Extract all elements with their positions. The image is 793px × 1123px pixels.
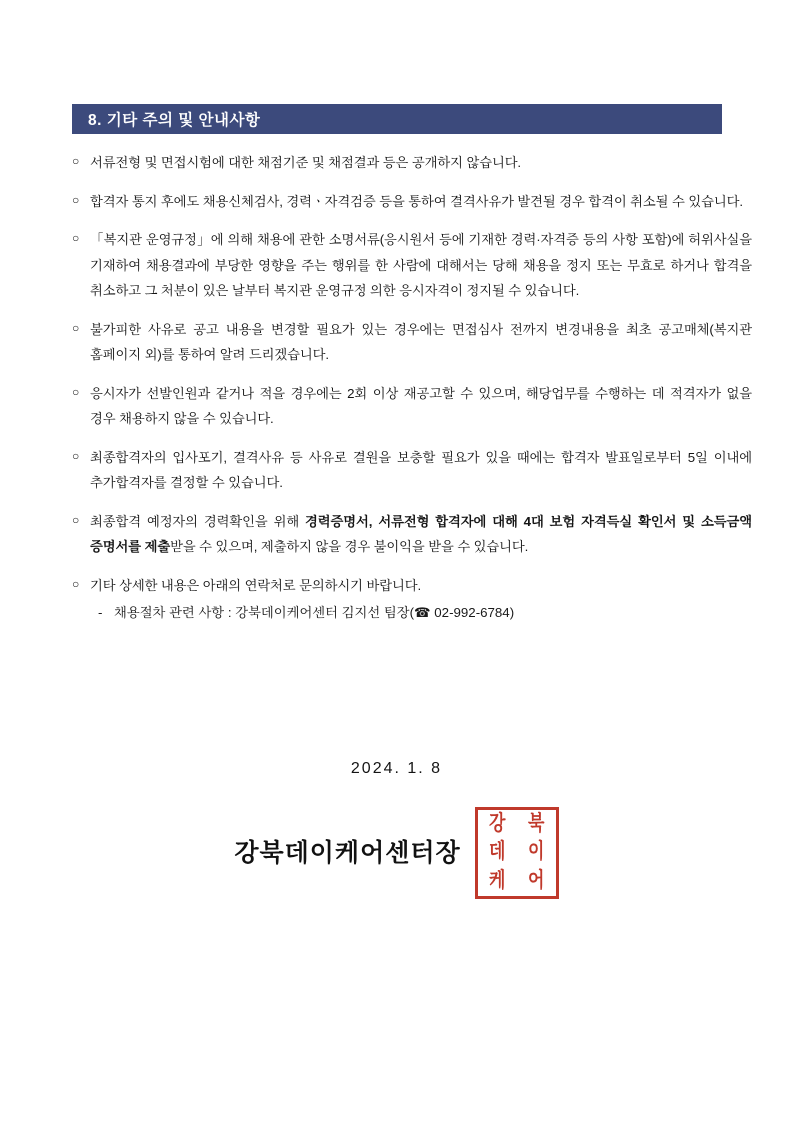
list-item — [72, 227, 752, 304]
bullet-icon: ○ — [72, 576, 80, 591]
list-item — [72, 189, 752, 215]
bullet-icon: ○ — [72, 512, 80, 527]
dash-icon: - — [98, 605, 103, 621]
seal-char: 어 — [527, 868, 545, 894]
list-item-text: 기타 상세한 내용은 아래의 연락처로 문의하시기 바랍니다. — [90, 577, 422, 593]
bullet-icon: ○ — [72, 231, 80, 246]
bullet-icon: ○ — [72, 384, 80, 399]
list-item — [72, 445, 752, 496]
list-item-text: 응시자가 선발인원과 같거나 적을 경우에는 2회 이상 재공고할 수 있으며, 해당업무를 수행하는 데 적격자가 없을 경우 채용하지 않을 수 있습니다. — [90, 385, 752, 427]
list-item-text: 서류전형 및 면접시험에 대한 채점기준 및 채점결과 등은 공개하지 않습니다. — [90, 155, 522, 170]
seal-char: 이 — [527, 839, 545, 865]
seal-char: 북 — [527, 811, 545, 837]
list-item-text: 합격자 통지 후에도 채용신체검사, 경력ㆍ자격검증 등을 통하여 결격사유가 발견될 경우 합격이 취소될 수 있습니다. — [90, 193, 743, 209]
list-item-text: 「복지관 운영규정」에 의해 채용에 관한 소명서류(응시원서 등에 기재한 경력·자격증 등의 사항 포함)에 허위사실을 기재하여 채용결과에 부당한 영향을 주는 행위를 한 사람에 대해서는 당해 채용을 정지 또는 무효로 하거나 합격을 취소하고 그 처분이 있은 날부터 복지관 운영규정 의한 응시자격이 정지될 수 있습니다. — [90, 232, 752, 299]
text-before: 최종합격 예정자의 경력확인을 위해 — [90, 513, 306, 529]
list-item-text — [90, 509, 752, 560]
contact-text: 채용절차 관련 사항 : 강북데이케어센터 김지선 팀장(☎ 02-992-6784) — [114, 605, 515, 621]
list-item — [72, 573, 752, 599]
section-header: 8. 기타 주의 및 안내사항 — [72, 104, 722, 134]
seal-char: 데 — [488, 839, 506, 865]
list-item — [72, 150, 752, 176]
bullet-icon: ○ — [72, 448, 80, 463]
list-item — [72, 381, 752, 432]
contact-item — [98, 600, 752, 625]
bullet-icon: ○ — [72, 192, 80, 207]
text-bold: 경력증명서, 서류전형 합격자에 대해 4대 보험 자격득실 확인서 및 소득금액 증명서를 제출 — [90, 513, 752, 555]
notice-list — [72, 150, 752, 635]
bullet-icon: ○ — [72, 320, 80, 335]
list-item-text: 불가피한 사유로 공고 내용을 변경할 필요가 있는 경우에는 면접심사 전까지 변경내용을 최초 공고매체(복지관 홈페이지 외)를 통하여 알려 드리겠습니다. — [90, 321, 752, 363]
list-item-text: 최종합격자의 입사포기, 결격사유 등 사유로 결원을 보충할 필요가 있을 때에는 합격자 발표일로부터 5일 이내에 추가합격자를 결정할 수 있습니다. — [90, 449, 752, 491]
signature-date: 2024. 1. 8 — [350, 760, 443, 777]
signature-row — [0, 805, 793, 897]
signature-name: 강북데이케어센터장 — [234, 839, 461, 867]
seal-char: 강 — [488, 811, 506, 837]
text-after: 받을 수 있으며, 제출하지 않을 경우 불이익을 받을 수 있습니다. — [170, 539, 529, 555]
list-item — [72, 317, 752, 368]
list-item-emphasis — [72, 509, 752, 560]
official-seal-stamp — [475, 807, 559, 899]
bullet-icon: ○ — [72, 154, 80, 168]
seal-char: 케 — [488, 868, 506, 894]
